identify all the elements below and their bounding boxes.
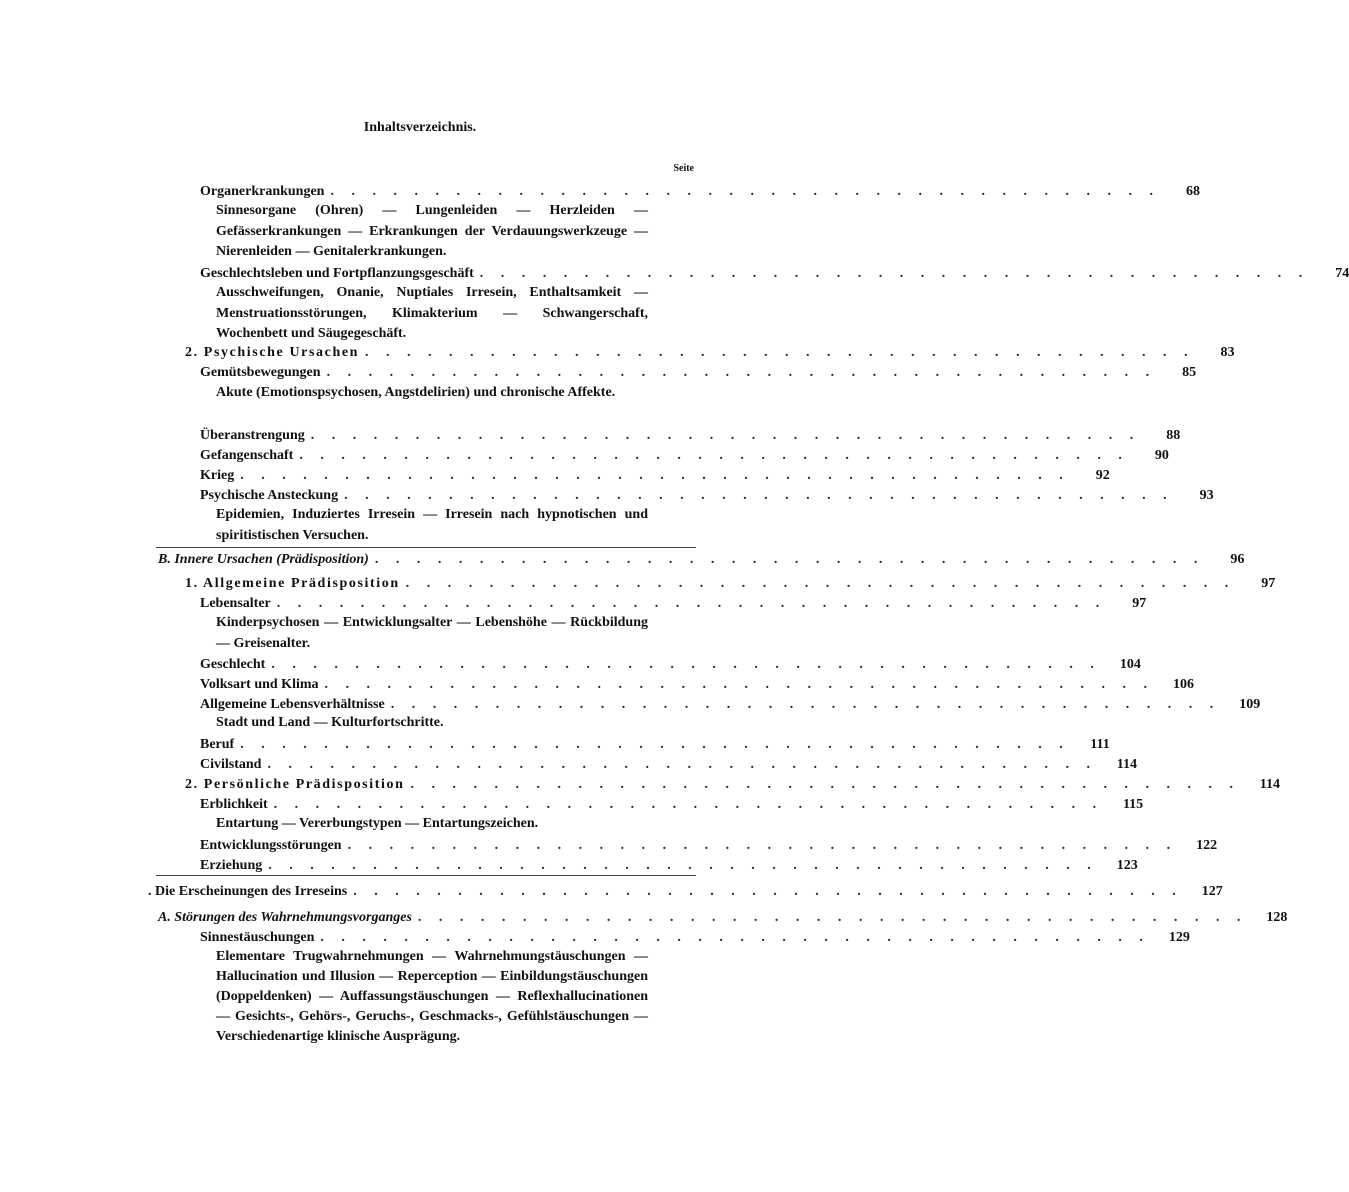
toc-entry-label: Überanstrengung bbox=[200, 428, 305, 443]
toc-entry-page: 123 bbox=[1116, 858, 1138, 873]
toc-entry-page: 127 bbox=[1201, 884, 1223, 899]
toc-entry bbox=[158, 548, 1245, 568]
toc-entry-page: 85 bbox=[1182, 365, 1197, 380]
toc-entry-label: Geschlechtsleben und Fortpflanzungsgeschäft bbox=[200, 266, 474, 281]
toc-entry-page: 93 bbox=[1199, 488, 1214, 503]
toc-entry bbox=[200, 926, 1190, 946]
toc-entry-description: Kinderpsychosen — Entwicklungsalter — Lebenshöhe — Rückbildung — Greisenalter. bbox=[216, 615, 648, 651]
toc-entry-label: Erziehung bbox=[200, 858, 263, 873]
toc-entry bbox=[185, 572, 1276, 592]
page-column-heading: Seite bbox=[673, 163, 694, 174]
toc-entry-description: Ausschweifungen, Onanie, Nuptiales Irresein, Enthaltsamkeit — Menstruationsstörungen, Klimakterium — Schwangerschaft, Wochenbett und Säugegeschäft. bbox=[216, 285, 648, 341]
toc-entry bbox=[200, 653, 1141, 673]
toc-entry-page: 114 bbox=[1116, 757, 1137, 772]
toc-entry-label: Allgemeine Lebensverhältnisse bbox=[200, 697, 385, 712]
toc-entry-label: 2. Persönliche Prädisposition bbox=[185, 777, 405, 792]
toc-entry bbox=[158, 906, 1288, 926]
toc-entry bbox=[200, 361, 1197, 381]
toc-entry-label: Lebensalter bbox=[200, 596, 271, 611]
toc-entry-page: 106 bbox=[1173, 677, 1195, 692]
toc-entry-label: Psychische Ansteckung bbox=[200, 488, 339, 503]
toc-entry-label: Entwicklungsstörungen bbox=[200, 838, 342, 853]
toc-entry-page: 114 bbox=[1259, 777, 1280, 792]
toc-entry bbox=[200, 180, 1200, 200]
toc-entry-page: 92 bbox=[1095, 468, 1110, 483]
toc-entry bbox=[200, 464, 1110, 484]
dot-leader: . . . . . . . . . . . . . . . . . . . . . . . . . . . . . . . . . . . . . . . . bbox=[240, 468, 1070, 483]
toc-entry bbox=[200, 673, 1195, 693]
dot-leader: . . . . . . . . . . . . . . . . . . . . . . . . . . . . . . . . . . . . . . . . bbox=[240, 737, 1070, 752]
toc-entry-label: . Die Erscheinungen des Irreseins bbox=[148, 884, 348, 899]
toc-entry-label: B. Innere Ursachen (Prädisposition) bbox=[158, 552, 369, 567]
toc-entry bbox=[200, 793, 1144, 813]
toc-entry-label: 1. Allgemeine Prädisposition bbox=[185, 576, 400, 591]
toc-entry-description: Akute (Emotionspsychosen, Angstdelirien) und chronische Affekte. bbox=[216, 385, 616, 400]
dot-leader: . . . . . . . . . . . . . . . . . . . . . . . . . . . . . . . . . . . . . . . . bbox=[267, 757, 1097, 772]
dot-leader: . . . . . . . . . . . . . . . . . . . . . . . . . . . . . . . . . . . . . . . . bbox=[405, 576, 1236, 591]
toc-entry-description: Stadt und Land — Kulturfortschritte. bbox=[216, 715, 444, 730]
toc-entry bbox=[200, 733, 1110, 753]
toc-entry bbox=[200, 424, 1181, 444]
toc-entry-page: 68 bbox=[1185, 184, 1200, 199]
toc-entry-label: Beruf bbox=[200, 737, 235, 752]
dot-leader: . . . . . . . . . . . . . . . . . . . . . . . . . . . . . . . . . . . . . . . . bbox=[330, 184, 1160, 199]
toc-entry bbox=[200, 854, 1138, 874]
toc-entry-label: Gemütsbewegungen bbox=[200, 365, 321, 380]
toc-entry-page: 88 bbox=[1166, 428, 1181, 443]
toc-entry-description: Entartung — Vererbungstypen — Entartungszeichen. bbox=[216, 816, 539, 831]
toc-entry bbox=[200, 834, 1218, 854]
dot-leader: . . . . . . . . . . . . . . . . . . . . . . . . . . . . . . . . . . . . . . . . bbox=[344, 488, 1174, 503]
dot-leader: . . . . . . . . . . . . . . . . . . . . . . . . . . . . . . . . . . . . . . . . bbox=[347, 838, 1178, 853]
toc-entry-description: Epidemien, Induziertes Irresein — Irresein nach hypnotischen und spiritistischen Versuchen. bbox=[216, 507, 648, 543]
dot-leader: . . . . . . . . . . . . . . . . . . . . . . . . . . . . . . . . . . . . . . . . bbox=[390, 697, 1221, 712]
toc-entry-label: Organerkrankungen bbox=[200, 184, 325, 199]
toc-entry bbox=[200, 753, 1137, 773]
toc-entry bbox=[185, 341, 1235, 361]
dot-leader: . . . . . . . . . . . . . . . . . . . . . . . . . . . . . . . . . . . . . . . . bbox=[410, 777, 1240, 792]
toc-entry bbox=[200, 444, 1169, 464]
dot-leader: . . . . . . . . . . . . . . . . . . . . . . . . . . . . . . . . . . . . . . . . bbox=[276, 596, 1107, 611]
toc-entry-description: Elementare Trugwahrnehmungen — Wahrnehmungstäuschungen — Hallucination und Illusion — Reperception — Einbildungstäuschungen (Doppeldenken) — Auffassungstäuschungen — Reflexhallucinationen — Gesichts-, Gehörs-, Geruchs-, Geschmacks-, Gefühlstäuschungen — Verschiedenartige klinische Ausprägung. bbox=[216, 949, 648, 1044]
dot-leader: . . . . . . . . . . . . . . . . . . . . . . . . . . . . . . . . . . . . . . . . bbox=[310, 428, 1141, 443]
toc-entry-label: Krieg bbox=[200, 468, 235, 483]
dot-leader: . . . . . . . . . . . . . . . . . . . . . . . . . . . . . . . . . . . . . . . . bbox=[273, 797, 1104, 812]
toc-entry bbox=[148, 880, 1223, 900]
toc-entry-label: Gefangenschaft bbox=[200, 448, 294, 463]
dot-leader: . . . . . . . . . . . . . . . . . . . . . . . . . . . . . . . . . . . . . . . . bbox=[320, 930, 1150, 945]
toc-entry-page: 90 bbox=[1154, 448, 1169, 463]
page-title: Inhaltsverzeichnis. bbox=[363, 120, 477, 135]
toc-entry bbox=[185, 773, 1280, 793]
toc-entry-page: 97 bbox=[1132, 596, 1147, 611]
toc-entry-label: 2. Psychische Ursachen bbox=[185, 345, 360, 360]
dot-leader: . . . . . . . . . . . . . . . . . . . . . . . . . . . . . . . . . . . . . . . . bbox=[417, 910, 1248, 925]
toc-entry-page: 128 bbox=[1266, 910, 1288, 925]
toc-entry bbox=[200, 484, 1214, 504]
dot-leader: . . . . . . . . . . . . . . . . . . . . . . . . . . . . . . . . . . . . . . . . bbox=[374, 552, 1205, 567]
dot-leader: . . . . . . . . . . . . . . . . . . . . . . . . . . . . . . . . . . . . . . . . bbox=[268, 858, 1098, 873]
toc-entry-description: Sinnesorgane (Ohren) — Lungenleiden — Herzleiden — Gefässerkrankungen — Erkrankungen der Verdauungswerkzeuge — Nierenleiden — Genitalerkrankungen. bbox=[216, 203, 648, 259]
toc-entry-page: 129 bbox=[1168, 930, 1190, 945]
toc-entry-page: 104 bbox=[1119, 657, 1141, 672]
toc-entry-page: 115 bbox=[1122, 797, 1144, 812]
toc-entry bbox=[200, 262, 1349, 282]
toc-entry-page: 74 bbox=[1335, 266, 1349, 281]
toc-entry-label: A. Störungen des Wahrnehmungsvorganges bbox=[158, 910, 412, 925]
toc-entry-page: 97 bbox=[1261, 576, 1276, 591]
dot-leader: . . . . . . . . . . . . . . . . . . . . . . . . . . . . . . . . . . . . . . . . bbox=[271, 657, 1101, 672]
dot-leader: . . . . . . . . . . . . . . . . . . . . . . . . . . . . . . . . . . . . . . . . bbox=[353, 884, 1183, 899]
dot-leader: . . . . . . . . . . . . . . . . . . . . . . . . . . . . . . . . . . . . . . . . bbox=[479, 266, 1310, 281]
toc-entry bbox=[200, 693, 1261, 713]
dot-leader: . . . . . . . . . . . . . . . . . . . . . . . . . . . . . . . . . . . . . . . . bbox=[324, 677, 1155, 692]
toc-entry-page: 122 bbox=[1196, 838, 1218, 853]
toc-entry-label: Erblichkeit bbox=[200, 797, 268, 812]
toc-entry-label: Geschlecht bbox=[200, 657, 266, 672]
toc-entry-page: 96 bbox=[1230, 552, 1245, 567]
toc-entry bbox=[200, 592, 1147, 612]
section-divider bbox=[156, 875, 696, 876]
toc-entry-page: 109 bbox=[1239, 697, 1261, 712]
toc-entry-label: Sinnestäuschungen bbox=[200, 930, 315, 945]
toc-entry-page: 111 bbox=[1090, 737, 1110, 752]
dot-leader: . . . . . . . . . . . . . . . . . . . . . . . . . . . . . . . . . . . . . . . . bbox=[365, 345, 1195, 360]
dot-leader: . . . . . . . . . . . . . . . . . . . . . . . . . . . . . . . . . . . . . . . . bbox=[326, 365, 1157, 380]
toc-entry-label: Volksart und Klima bbox=[200, 677, 319, 692]
dot-leader: . . . . . . . . . . . . . . . . . . . . . . . . . . . . . . . . . . . . . . . . bbox=[299, 448, 1129, 463]
toc-entry-label: Civilstand bbox=[200, 757, 262, 772]
toc-entry-page: 83 bbox=[1220, 345, 1235, 360]
